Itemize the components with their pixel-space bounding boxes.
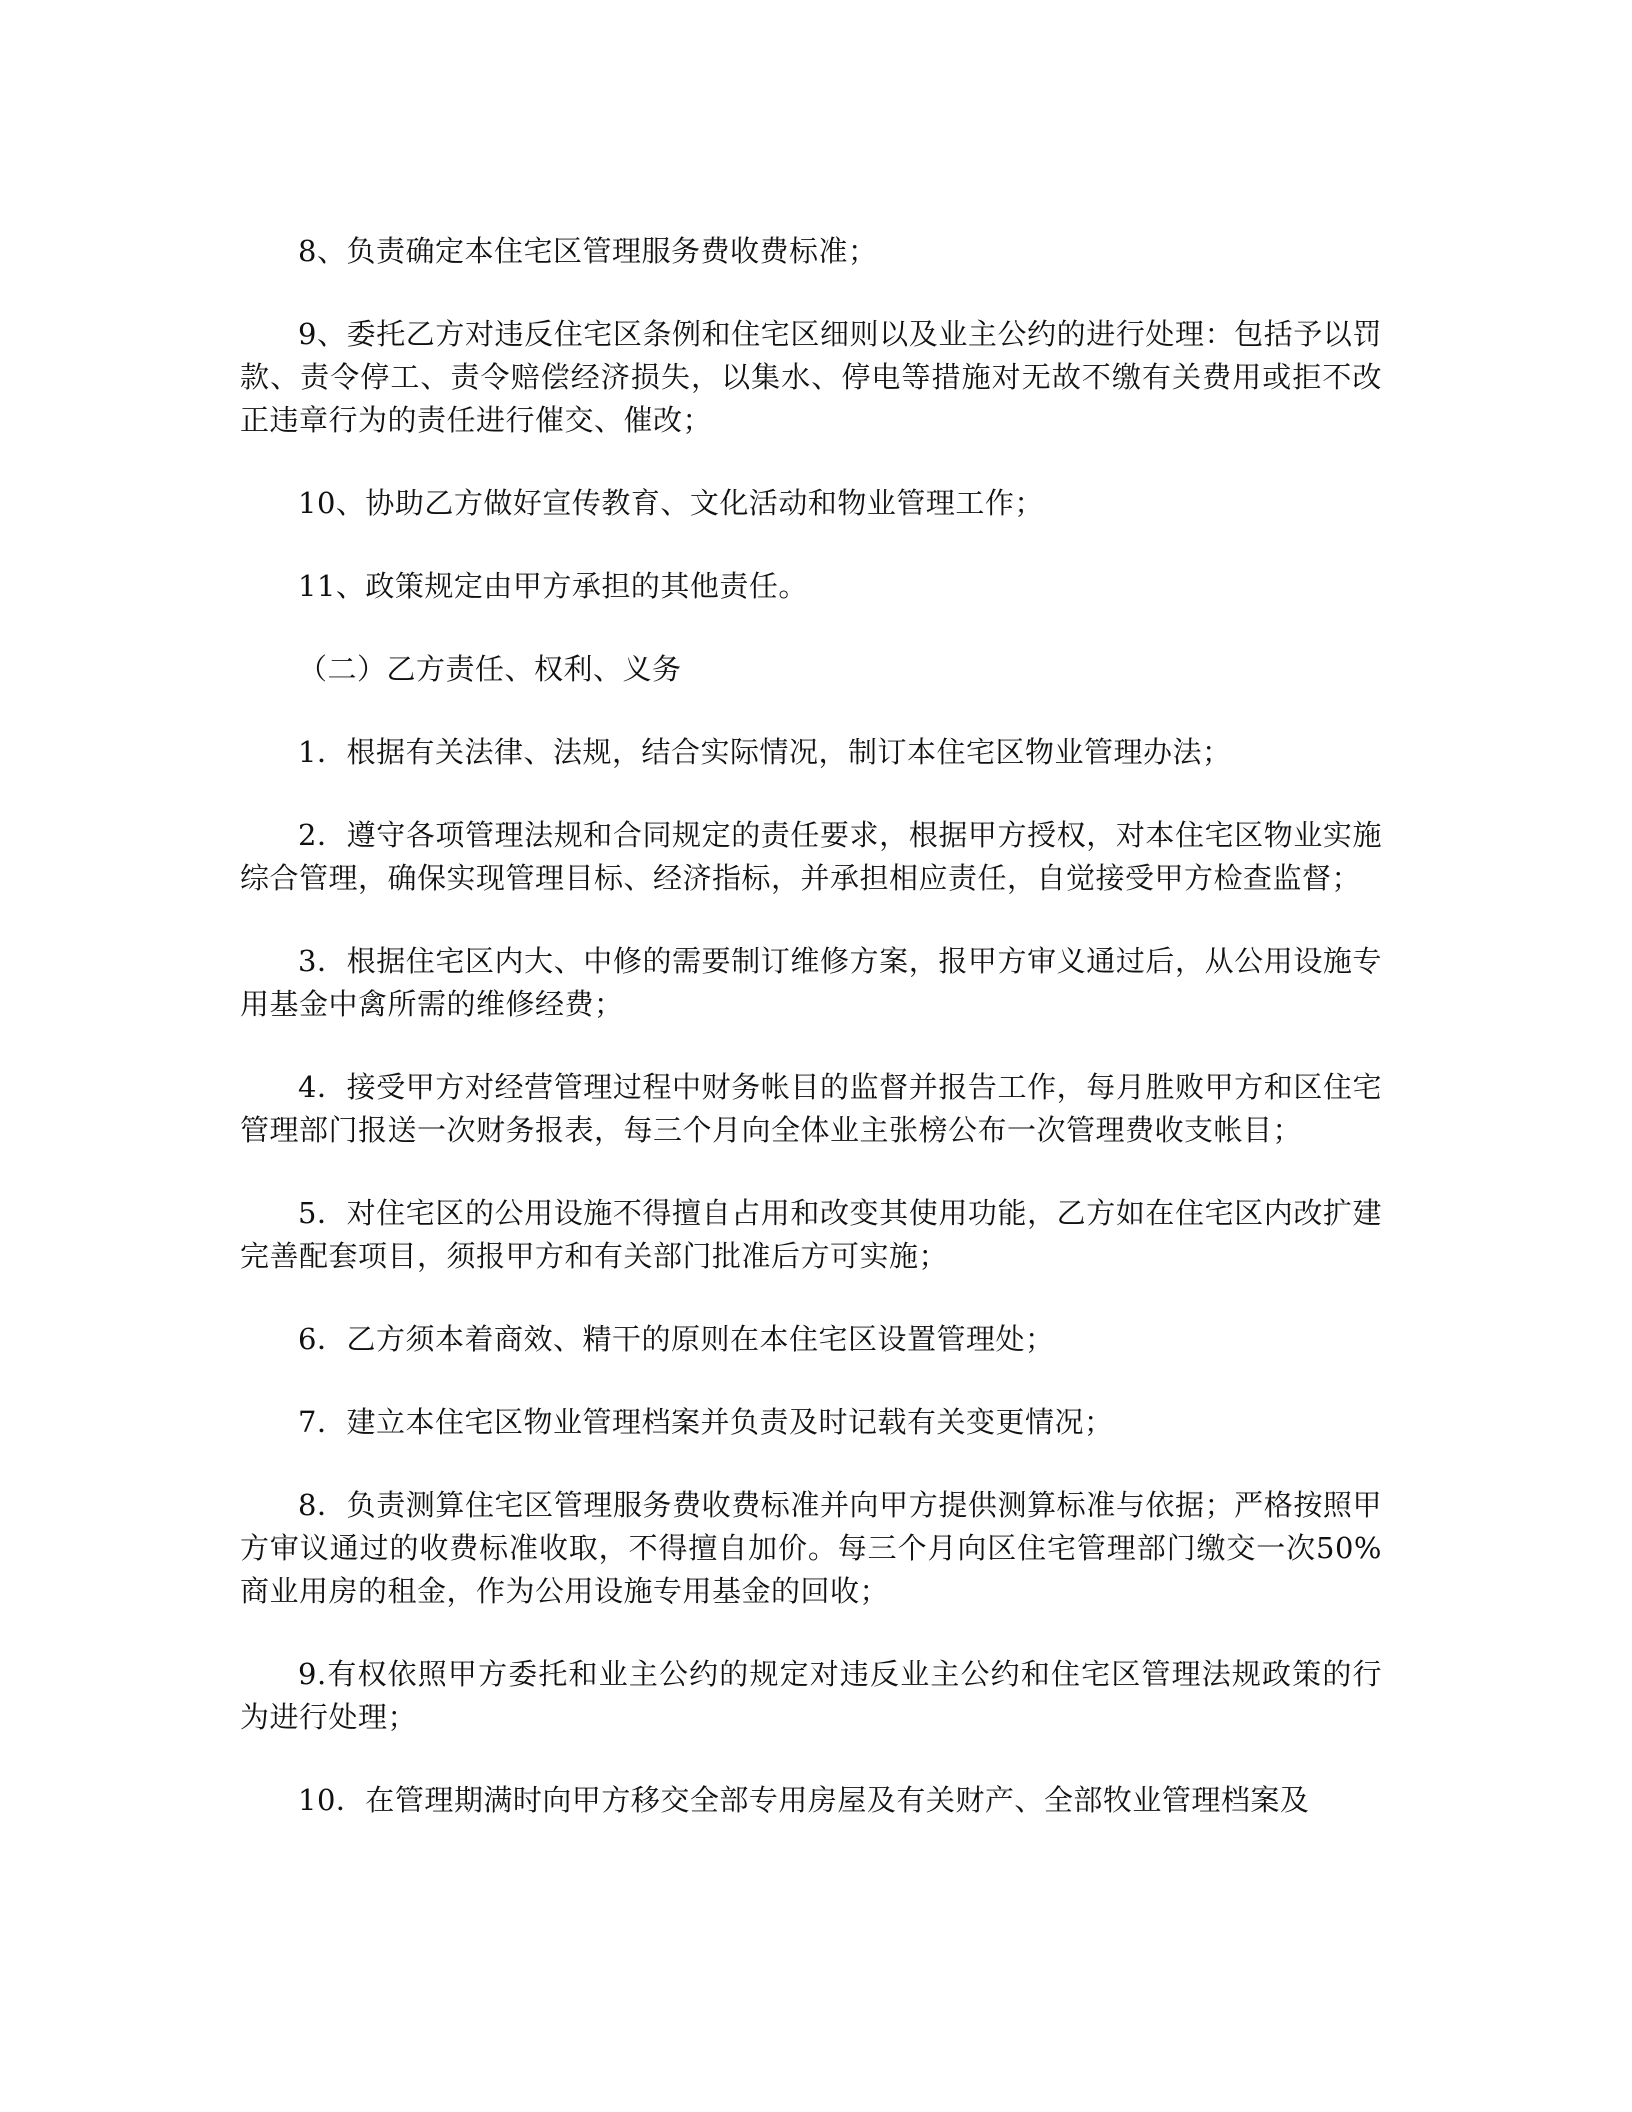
paragraph-b8: 8．负责测算住宅区管理服务费收费标准并向甲方提供测算标准与依据；严格按照甲方审议通过的收费标准收取，不得擅自加价。每三个月向区住宅管理部门缴交一次50%商业用房的租金，作为公用设施专用基金的回收； <box>240 1488 1382 1608</box>
paragraph-b9: 9.有权依照甲方委托和业主公约的规定对违反业主公约和住宅区管理法规政策的行为进行处理； <box>240 1657 1382 1734</box>
section-heading-party-b: （二）乙方责任、权利、义务 <box>298 652 682 686</box>
paragraph-11-other-duties: 11、政策规定由甲方承担的其他责任。 <box>298 569 808 603</box>
paragraph-b4: 4．接受甲方对经营管理过程中财务帐目的监督并报告工作，每月胜败甲方和区住宅管理部门报送一次财务报表，每三个月向全体业主张榜公布一次管理费收支帐目； <box>240 1070 1382 1147</box>
paragraph-10-assist: 10、协助乙方做好宣传教育、文化活动和物业管理工作； <box>298 486 1044 520</box>
paragraph-b5: 5．对住宅区的公用设施不得擅自占用和改变其使用功能，乙方如在住宅区内改扩建完善配套项目，须报甲方和有关部门批准后方可实施； <box>240 1196 1382 1273</box>
paragraph-b6: 6．乙方须本着商效、精干的原则在本住宅区设置管理处； <box>298 1322 1055 1356</box>
paragraph-b10: 10．在管理期满时向甲方移交全部专用房屋及有关财产、全部牧业管理档案及 <box>298 1783 1310 1817</box>
paragraph-b2: 2．遵守各项管理法规和合同规定的责任要求，根据甲方授权，对本住宅区物业实施综合管理，确保实现管理目标、经济指标，并承担相应责任，自觉接受甲方检查监督； <box>240 818 1382 895</box>
paragraph-8-fee-standard: 8、负责确定本住宅区管理服务费收费标准； <box>298 234 878 268</box>
document-body <box>240 230 1382 1862</box>
paragraph-b7: 7．建立本住宅区物业管理档案并负责及时记载有关变更情况； <box>298 1405 1114 1439</box>
paragraph-b3: 3．根据住宅区内大、中修的需要制订维修方案，报甲方审义通过后，从公用设施专用基金中禽所需的维修经费； <box>240 944 1382 1021</box>
paragraph-9-entrust-handling: 9、委托乙方对违反住宅区条例和住宅区细则以及业主公约的进行处理：包括予以罚款、责令停工、责令赔偿经济损失，以集水、停电等措施对无故不缴有关费用或拒不改正违章行为的责任进行催交、催改； <box>240 317 1382 437</box>
paragraph-b1: 1．根据有关法律、法规，结合实际情况，制订本住宅区物业管理办法； <box>298 735 1232 769</box>
